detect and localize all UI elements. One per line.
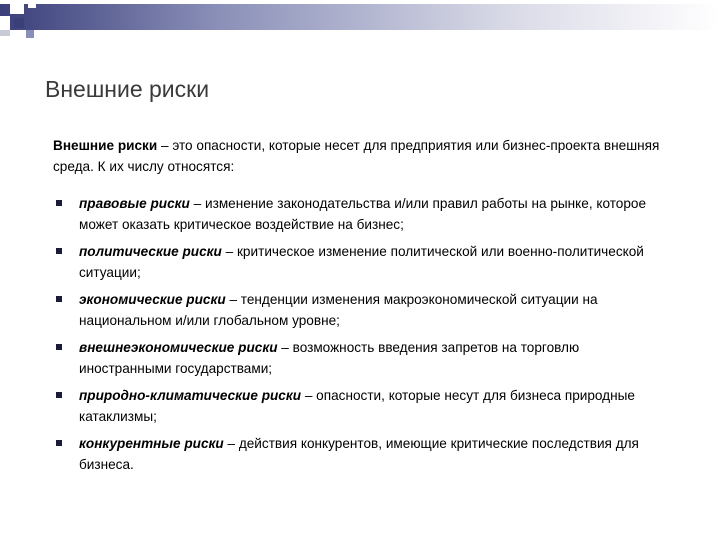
list-item: [53, 433, 663, 475]
risk-term: политические риски: [79, 244, 222, 259]
intro-term: Внешние риски: [53, 138, 158, 153]
slide-title: Внешние риски: [45, 76, 210, 102]
list-item: [53, 385, 663, 427]
list-item: [53, 289, 663, 331]
risk-text: – тенденции изменения макроэкономической ситуации на национальном и/или глобальном уровне;: [79, 292, 598, 328]
square-bullet-icon: [56, 344, 62, 350]
risk-term: природно-климатические риски: [79, 388, 302, 403]
risk-text: – критическое изменение политической или военно-политической ситуации;: [79, 244, 644, 280]
square-bullet-icon: [56, 296, 62, 302]
square-bullet-icon: [56, 200, 62, 206]
square-bullet-icon: [56, 392, 62, 398]
risk-text: – опасности, которые несут для бизнеса природные катаклизмы;: [79, 388, 635, 424]
risk-term: экономические риски: [79, 292, 226, 307]
intro-text: – это опасности, которые несет для предприятия или бизнес-проекта внешняя среда. К их числу относятся:: [53, 138, 660, 174]
square-bullet-icon: [56, 440, 62, 446]
risk-list: [53, 193, 663, 475]
list-item: [53, 193, 663, 235]
intro-paragraph: [53, 135, 663, 177]
corner-squares-icon: [0, 0, 720, 40]
risk-term: конкурентные риски: [79, 436, 224, 451]
slide-body: [53, 135, 663, 481]
square-bullet-icon: [56, 248, 62, 254]
list-item: [53, 337, 663, 379]
risk-term: правовые риски: [79, 196, 190, 211]
risk-text: – возможность введения запретов на торговлю иностранными государствами;: [79, 340, 580, 376]
risk-text: – изменение законодательства и/или правил работы на рынке, которое может оказать критическое воздействие на бизнес;: [79, 196, 647, 232]
list-item: [53, 241, 663, 283]
risk-text: – действия конкурентов, имеющие критические последствия для бизнеса.: [79, 436, 639, 472]
risk-term: внешнеэкономические риски: [79, 340, 278, 355]
